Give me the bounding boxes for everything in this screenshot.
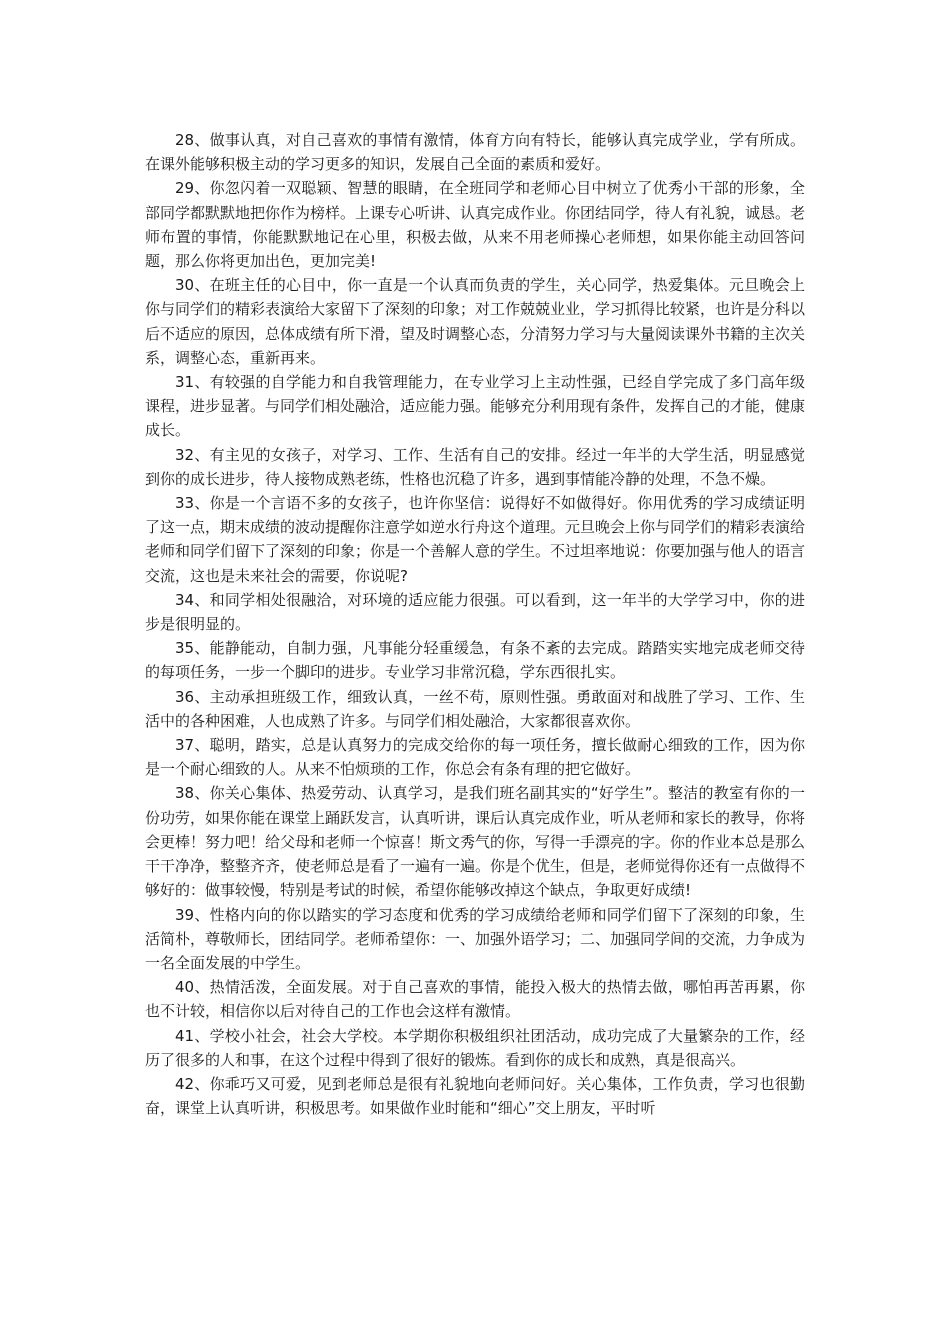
comment-paragraph-33: 33、你是一个言语不多的女孩子，也许你坚信：说得好不如做得好。你用优秀的学习成绩证明了这一点，期末成绩的波动提醒你注意学如逆水行舟这个道理。元旦晚会上你与同学们的精彩表演给老师和同学们留下了深刻的印象；你是一个善解人意的学生。不过坦率地说：你要加强与他人的语言交流，这也是未来社会的需要，你说呢?: [145, 494, 806, 585]
comment-paragraph-32: 32、有主见的女孩子，对学习、工作、生活有自己的安排。经过一年半的大学生活，明显感觉到你的成长进步，待人接物成熟老练，性格也沉稳了许多，遇到事情能冷静的处理，不急不燥。: [145, 445, 805, 488]
comment-paragraph-28: 28、做事认真，对自己喜欢的事情有激情，体育方向有特长，能够认真完成学业，学有所成。在课外能够积极主动的学习更多的知识，发展自己全面的素质和爱好。: [145, 131, 805, 174]
comment-paragraph-36: 36、主动承担班级工作，细致认真，一丝不苟，原则性强。勇敢面对和战胜了学习、工作、生活中的各种困难，人也成熟了许多。与同学们相处融洽，大家都很喜欢你。: [145, 687, 805, 730]
comment-paragraph-30: 30、在班主任的心目中，你一直是一个认真而负责的学生，关心同学，热爱集体。元旦晚会上你与同学们的精彩表演给大家留下了深刻的印象；对工作兢兢业业，学习抓得比较紧，也许是分科以后不适应的原因，总体成绩有所下滑，望及时调整心态，分清努力学习与大量阅读课外书籍的主次关系，调整心态，重新再来。: [145, 276, 806, 367]
comment-paragraph-34: 34、和同学相处很融洽，对环境的适应能力很强。可以看到，这一年半的大学学习中，你的进步是很明显的。: [145, 590, 805, 634]
comment-paragraph-31: 31、有较强的自学能力和自我管理能力，在专业学习上主动性强，已经自学完成了多门高年级课程，进步显著。与同学们相处融洽，适应能力强。能够充分利用现有条件，发挥自己的才能，健康成长。: [145, 373, 806, 440]
document-body: [145, 128, 805, 1120]
comment-paragraph-37: 37、聪明，踏实，总是认真努力的完成交给你的每一项任务，擅长做耐心细致的工作，因为你是一个耐心细致的人。从来不怕烦琐的工作，你总会有条有理的把它做好。: [145, 736, 805, 779]
comment-paragraph-42: 42、你乖巧又可爱，见到老师总是很有礼貌地向老师问好。关心集体，工作负责，学习也很勤奋，课堂上认真听讲，积极思考。如果做作业时能和“细心”交上朋友，平时听: [145, 1074, 805, 1118]
comment-paragraph-29: 29、你忽闪着一双聪颖、智慧的眼睛，在全班同学和老师心目中树立了优秀小干部的形象，全部同学都默默地把你作为榜样。上课专心听讲、认真完成作业。你团结同学，待人有礼貌，诚恳。老师布置的事情，你能默默地记在心里，积极去做，从来不用老师操心老师想，如果你能主动回答问题，那么你将更加出色，更加完美!: [145, 179, 806, 271]
comment-paragraph-38: 38、你关心集体、热爱劳动、认真学习，是我们班名副其实的“好学生”。整洁的教室有你的一份功劳，如果你能在课堂上踊跃发言，认真听讲，课后认真完成作业，听从老师和家长的教导，你将会更棒！努力吧！给父母和老师一个惊喜！斯文秀气的你，写得一手漂亮的字。你的作业本总是那么干干净净，整整齐齐，使老师总是看了一遍有一遍。你是个优生，但是，老师觉得你还有一点做得不够好的：做事较慢，特别是考试的时候，希望你能够改掉这个缺点，争取更好成绩!: [145, 784, 806, 900]
comment-paragraph-41: 41、学校小社会，社会大学校。本学期你积极组织社团活动，成功完成了大量繁杂的工作，经历了很多的人和事，在这个过程中得到了很好的锻炼。看到你的成长和成熟，真是很高兴。: [145, 1026, 805, 1069]
comment-paragraph-35: 35、能静能动，自制力强，凡事能分轻重缓急，有条不紊的去完成。踏踏实实地完成老师交待的每项任务，一步一个脚印的进步。专业学习非常沉稳，学东西很扎实。: [145, 639, 805, 682]
comment-paragraph-40: 40、热情活泼，全面发展。对于自己喜欢的事情，能投入极大的热情去做，哪怕再苦再累，你也不计较，相信你以后对待自己的工作也会这样有激情。: [145, 978, 805, 1021]
comment-paragraph-39: 39、性格内向的你以踏实的学习态度和优秀的学习成绩给老师和同学们留下了深刻的印象，生活简朴，尊敬师长，团结同学。老师希望你：一、加强外语学习；二、加强同学间的交流，力争成为一名全面发展的中学生。: [145, 905, 806, 972]
